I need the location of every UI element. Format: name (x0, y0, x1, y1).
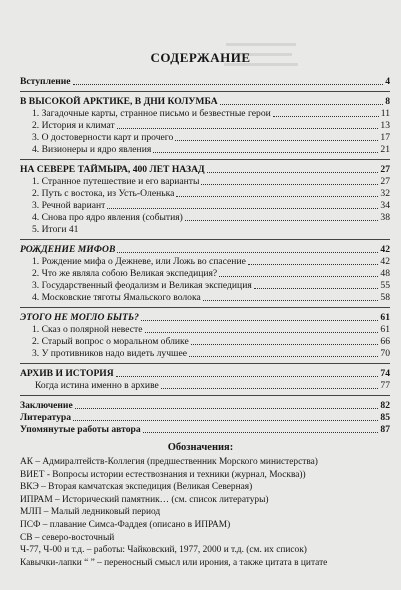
toc-entry-page: 27 (380, 176, 390, 187)
toc-entry-page: 21 (380, 144, 390, 155)
toc-leader-dots (145, 332, 379, 333)
toc-entry-label: 2. Путь с востока, из Усть-Оленька (32, 188, 175, 199)
toc-leader-dots (153, 152, 378, 153)
toc-entry (20, 144, 390, 156)
toc-entry-label: Вступление (20, 76, 71, 87)
toc-entry-label: 2. Старый вопрос о моральном облике (32, 336, 189, 347)
toc-leader-dots (175, 140, 378, 141)
toc-leader-dots (116, 376, 379, 377)
legend-title: Обозначения: (167, 442, 234, 453)
toc-entry-page: 4 (385, 76, 390, 87)
toc-entry (20, 224, 390, 236)
section-divider (20, 159, 390, 160)
abbreviation-item: ВИЕТ - Вопросы истории естествознания и техники (журнал, Москва)) (20, 469, 306, 480)
toc-entry-label: ЭТОГО НЕ МОГЛО БЫТЬ? (20, 312, 139, 323)
section-divider (20, 91, 390, 92)
toc-entry-page: 82 (380, 400, 390, 411)
toc-entry-label: 1. Загадочные карты, странное письмо и безвестные герои (32, 108, 271, 119)
abbreviation-item: АК – Адмиралтейств-Коллегия (предшественник Морского министерства) (20, 457, 318, 467)
toc-entry (20, 368, 390, 380)
section-divider (20, 307, 390, 308)
toc-entry-label: 4. Снова про ядро явления (события) (32, 212, 183, 223)
toc-entry (20, 132, 390, 144)
toc-entry-label: В ВЫСОКОЙ АРКТИКЕ, В ДНИ КОЛУМБА (20, 96, 218, 107)
toc-entry (20, 164, 390, 176)
toc-entry-label: Литература (20, 412, 72, 423)
abbreviation-item: ПСФ – плавание Симса-Фаддея (описано в ИПРАМ) (20, 519, 231, 530)
toc-entry (20, 120, 390, 132)
toc-entry-page: 11 (380, 108, 390, 119)
toc-leader-dots (75, 408, 379, 409)
toc-leader-dots (273, 116, 379, 117)
toc-leader-dots (201, 184, 378, 185)
toc-entry (20, 108, 390, 120)
toc-entry-page: 55 (380, 280, 390, 291)
page-title: СОДЕРЖАНИЕ (150, 50, 251, 65)
toc-entry-page: 61 (380, 324, 390, 335)
toc-entry-page: 87 (380, 424, 390, 435)
toc-entry-label: 1. Сказ о полярной невесте (32, 324, 143, 335)
toc-entry-page: 8 (385, 96, 390, 107)
toc-entry (20, 348, 390, 360)
toc-entry-label: 5. Итоги 41 (32, 224, 79, 235)
abbreviation-item: МЛП – Малый ледниковый период (20, 507, 161, 518)
toc-entry (20, 200, 390, 212)
toc-entry-page: 48 (380, 268, 390, 279)
toc-entry-page: 74 (380, 368, 390, 379)
toc-leader-dots (219, 276, 378, 277)
toc-leader-dots (207, 172, 379, 173)
abbreviation-item: Ч-77, Ч-00 и т.д. – работы: Чайковский, 1977, 2000 и т.д. (см. их список) (20, 545, 307, 556)
toc-entry-page: 70 (380, 348, 390, 359)
section-divider (20, 239, 390, 240)
toc-entry (20, 268, 390, 280)
toc-leader-dots (161, 388, 379, 389)
section-divider (20, 363, 390, 364)
toc-entry-label: 2. Что же являла собою Великая экспедиция? (32, 268, 218, 279)
toc-leader-dots (248, 264, 379, 265)
toc-entry (20, 96, 390, 108)
toc-entry-page: 66 (380, 336, 390, 347)
toc-leader-dots (189, 356, 378, 357)
toc-entry-page: 38 (380, 212, 390, 223)
toc-entry (20, 412, 390, 424)
toc-entry-page: 27 (380, 164, 390, 175)
toc-entry (20, 400, 390, 412)
toc-entry-page: 32 (380, 188, 390, 199)
table-of-contents (20, 76, 390, 436)
toc-entry (20, 324, 390, 336)
abbreviation-item: Кавычки-лапки “ ” – переносный смысл или ирония, а также цитата в цитате (20, 557, 328, 568)
toc-entry (20, 256, 390, 268)
toc-entry-page: 42 (380, 244, 390, 255)
toc-leader-dots (254, 288, 379, 289)
toc-leader-dots (117, 252, 378, 253)
toc-entry (20, 188, 390, 200)
toc-entry (20, 176, 390, 188)
toc-entry-page: 58 (380, 292, 390, 303)
toc-leader-dots (141, 320, 378, 321)
toc-entry (20, 212, 390, 224)
toc-entry-label: Заключение (20, 400, 73, 411)
toc-entry-label: 3. О достоверности карт и прочего (32, 132, 174, 143)
toc-entry-label: 3. У противников надо видеть лучшее (32, 348, 187, 359)
toc-entry-label: 2. История и климат (32, 120, 115, 131)
toc-entry (20, 292, 390, 304)
toc-leader-dots (220, 104, 384, 105)
toc-entry-label: 4. Визионеры и ядро явления (32, 144, 152, 155)
toc-entry-page: 61 (380, 312, 390, 323)
toc-entry-label: 1. Странное путешествие и его варианты (32, 176, 200, 187)
toc-entry-page: 85 (380, 412, 390, 423)
toc-entry-page: 13 (380, 120, 390, 131)
toc-entry-label: Упомянутые работы автора (20, 424, 141, 435)
abbreviation-item: ИПРАМ – Исторический памятник… (см. список литературы) (20, 494, 269, 505)
toc-entry (20, 244, 390, 256)
toc-entry-label: Когда истина именно в архиве (35, 380, 159, 391)
toc-entry-page: 34 (380, 200, 390, 211)
toc-leader-dots (176, 196, 378, 197)
toc-entry-label: НА СЕВЕРЕ ТАЙМЫРА, 400 ЛЕТ НАЗАД (20, 164, 205, 175)
toc-entry-label: 3. Государственный феодализм и Великая экспедиция (32, 280, 252, 291)
toc-entry-page: 42 (380, 256, 390, 267)
toc-entry-page: 17 (380, 132, 390, 143)
toc-entry-label: РОЖДЕНИЕ МИФОВ (20, 244, 116, 255)
toc-entry-label: АРХИВ И ИСТОРИЯ (20, 368, 114, 379)
toc-entry-page: 77 (380, 380, 390, 391)
abbreviation-item: СВ – северо-восточный (20, 532, 115, 543)
toc-entry (20, 424, 390, 436)
toc-leader-dots (107, 208, 378, 209)
abbreviation-item: ВКЭ – Вторая камчатская экспедиция (Великая Северная) (20, 482, 253, 493)
toc-entry (20, 336, 390, 348)
toc-entry (20, 76, 390, 88)
toc-entry-label: 1. Рождение мифа о Дежневе, или Ложь во спасение (32, 256, 246, 267)
toc-leader-dots (143, 432, 379, 433)
toc-entry (20, 312, 390, 324)
abbreviations-list (20, 456, 390, 569)
toc-leader-dots (117, 128, 379, 129)
toc-leader-dots (73, 84, 384, 85)
toc-leader-dots (191, 344, 379, 345)
section-divider (20, 395, 390, 396)
toc-entry (20, 280, 390, 292)
toc-entry (20, 380, 390, 392)
toc-leader-dots (185, 220, 379, 221)
toc-leader-dots (203, 300, 379, 301)
toc-entry-label: 3. Речной вариант (32, 200, 106, 211)
toc-leader-dots (73, 420, 378, 421)
toc-entry-label: 4. Московские тяготы Ямальского волока (32, 292, 201, 303)
